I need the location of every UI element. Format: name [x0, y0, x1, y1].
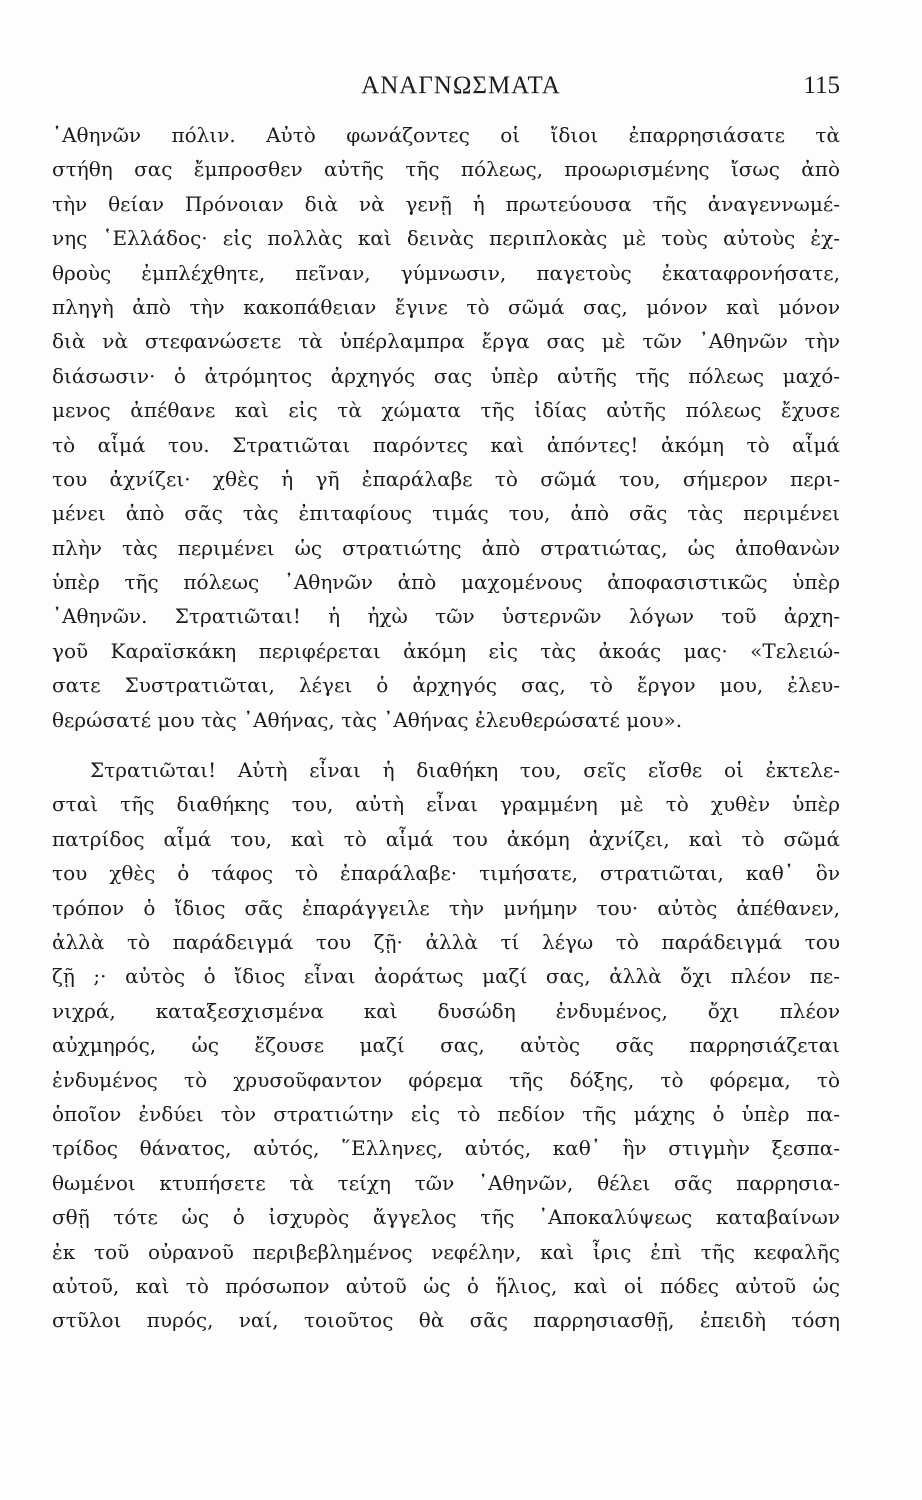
text-line: ἐκ τοῦ οὐρανοῦ περιβεβλημένος νεφέλην, καὶ ἶρις ἐπὶ τῆς κεφαλῆς — [52, 1239, 840, 1264]
text-line: ζῇ ;· αὐτὸς ὁ ἴδιος εἶναι ἀοράτως μαζί σας, ἀλλὰ ὄχι πλέον πε- — [52, 964, 840, 989]
body-text — [52, 118, 840, 1338]
text-line: σταὶ τῆς διαθήκης του, αὐτὴ εἶναι γραμμένη μὲ τὸ χυθὲν ὑπὲρ — [52, 792, 840, 817]
paragraph-1 — [52, 118, 840, 737]
text-line: πληγὴ ἀπὸ τὴν κακοπάθειαν ἔγινε τὸ σῶμά σας, μόνον καὶ μόνον — [52, 294, 840, 319]
text-line: ὁποῖον ἐνδύει τὸν στρατιώτην εἰς τὸ πεδίον τῆς μάχης ὁ ὑπὲρ πα- — [52, 1101, 840, 1126]
text-line: νιχρά, καταξεσχισμένα καὶ δυσώδη ἐνδυμένος, ὄχι πλέον — [52, 998, 840, 1023]
text-line: ὑπὲρ τῆς πόλεως ᾿Αθηνῶν ἀπὸ μαχομένους ἀποφασιστικῶς ὑπὲρ — [52, 570, 840, 595]
text-line: νης ῾Ελλάδος· εἰς πολλὰς καὶ δεινὰς περιπλοκὰς μὲ τοὺς αὐτοὺς ἐχ- — [52, 226, 840, 251]
text-line: του ἀχνίζει· χθὲς ἡ γῆ ἐπαράλαβε τὸ σῶμά του, σήμερον περι- — [52, 466, 840, 491]
text-line: τὸ αἷμά του. Στρατιῶται παρόντες καὶ ἀπόντες! ἀκόμη τὸ αἷμά — [52, 432, 840, 457]
text-line: τὴν θείαν Πρόνοιαν διὰ νὰ γενῇ ἡ πρωτεύουσα τῆς ἀναγεννωμέ- — [52, 191, 840, 216]
text-line: τρίδος θάνατος, αὐτός, ῞Ελληνες, αὐτός, καθ᾿ ἣν στιγμὴν ξεσπα- — [52, 1136, 840, 1161]
text-line: μενος ἀπέθανε καὶ εἰς τὰ χώματα τῆς ἰδίας αὐτῆς πόλεως ἔχυσε — [52, 398, 840, 423]
text-line: γοῦ Καραϊσκάκη περιφέρεται ἀκόμη εἰς τὰς ἀκοάς μας· «Τελειώ- — [52, 638, 840, 663]
text-line: πλὴν τὰς περιμένει ὡς στρατιώτης ἀπὸ στρατιώτας, ὡς ἀποθανὼν — [52, 535, 840, 560]
text-line: σατε Συστρατιῶται, λέγει ὁ ἀρχηγός σας, τὸ ἔργον μου, ἐλευ- — [52, 673, 840, 698]
paragraph-2 — [52, 753, 840, 1338]
text-line: αὐτοῦ, καὶ τὸ πρόσωπον αὐτοῦ ὡς ὁ ἥλιος, καὶ οἱ πόδες αὐτοῦ ὡς — [52, 1273, 840, 1298]
paragraph-gap — [52, 737, 840, 753]
running-title: ΑΝΑΓΝΩΣΜΑΤΑ — [361, 72, 561, 99]
text-line: ῾Αθηνῶν πόλιν. Αὐτὸ φωνάζοντες οἱ ἴδιοι ἐπαρρησιάσατε τὰ — [52, 123, 840, 147]
text-line: του χθὲς ὁ τάφος τὸ ἐπαράλαβε· τιμήσατε, στρατιῶται, καθ᾿ ὃν — [52, 861, 840, 886]
text-line: αὐχμηρός, ὡς ἔζουσε μαζί σας, αὐτὸς σᾶς παρρησιάζεται — [52, 1033, 840, 1058]
text-line: θωμένοι κτυπήσετε τὰ τείχη τῶν ᾿Αθηνῶν, θέλει σᾶς παρρησια- — [52, 1170, 840, 1195]
text-line: ἐνδυμένος τὸ χρυσοῦφαντον φόρεμα τῆς δόξης, τὸ φόρεμα, τὸ — [52, 1067, 840, 1092]
text-line: θροὺς ἐμπλέχθητε, πεῖναν, γύμνωσιν, παγετοὺς ἐκαταφρονήσατε, — [52, 260, 840, 285]
text-line: ἀλλὰ τὸ παράδειγμά του ζῇ· ἀλλὰ τί λέγω τὸ παράδειγμά του — [52, 929, 840, 954]
text-line: Στρατιῶται! Αὐτὴ εἶναι ἡ διαθήκη του, σεῖς εἴσθε οἱ ἐκτελε- — [90, 758, 840, 783]
text-line: στῦλοι πυρός, ναί, τοιοῦτος θὰ σᾶς παρρησιασθῇ, ἐπειδὴ τόση — [52, 1308, 840, 1333]
text-line: στήθη σας ἔμπροσθεν αὐτῆς τῆς πόλεως, προωρισμένης ἴσως ἀπὸ — [52, 157, 840, 182]
text-line: διὰ νὰ στεφανώσετε τὰ ὑπέρλαμπρα ἔργα σας μὲ τῶν ᾿Αθηνῶν τὴν — [52, 329, 840, 354]
running-head — [0, 66, 922, 106]
text-line: μένει ἀπὸ σᾶς τὰς ἐπιταφίους τιμάς του, ἀπὸ σᾶς τὰς περιμένει — [52, 501, 840, 526]
page-number: 115 — [803, 72, 840, 99]
text-line: θερώσατέ μου τὰς ᾿Αθήνας, τὰς ᾿Αθήνας ἐλευθερώσατέ μου». — [52, 707, 683, 732]
text-line: σθῇ τότε ὡς ὁ ἰσχυρὸς ἄγγελος τῆς ᾿Αποκαλύψεως καταβαίνων — [52, 1205, 840, 1230]
text-line: διάσωσιν· ὁ ἀτρόμητος ἀρχηγός σας ὑπὲρ αὐτῆς τῆς πόλεως μαχό- — [52, 363, 840, 388]
text-line: πατρίδος αἷμά του, καὶ τὸ αἷμά του ἀκόμη ἀχνίζει, καὶ τὸ σῶμά — [52, 826, 840, 851]
text-line: ᾿Αθηνῶν. Στρατιῶται! ἡ ἠχὼ τῶν ὑστερνῶν λόγων τοῦ ἀρχη- — [52, 604, 840, 629]
text-line: τρόπον ὁ ἴδιος σᾶς ἐπαράγγειλε τὴν μνήμην του· αὐτὸς ἀπέθανεν, — [52, 895, 840, 920]
